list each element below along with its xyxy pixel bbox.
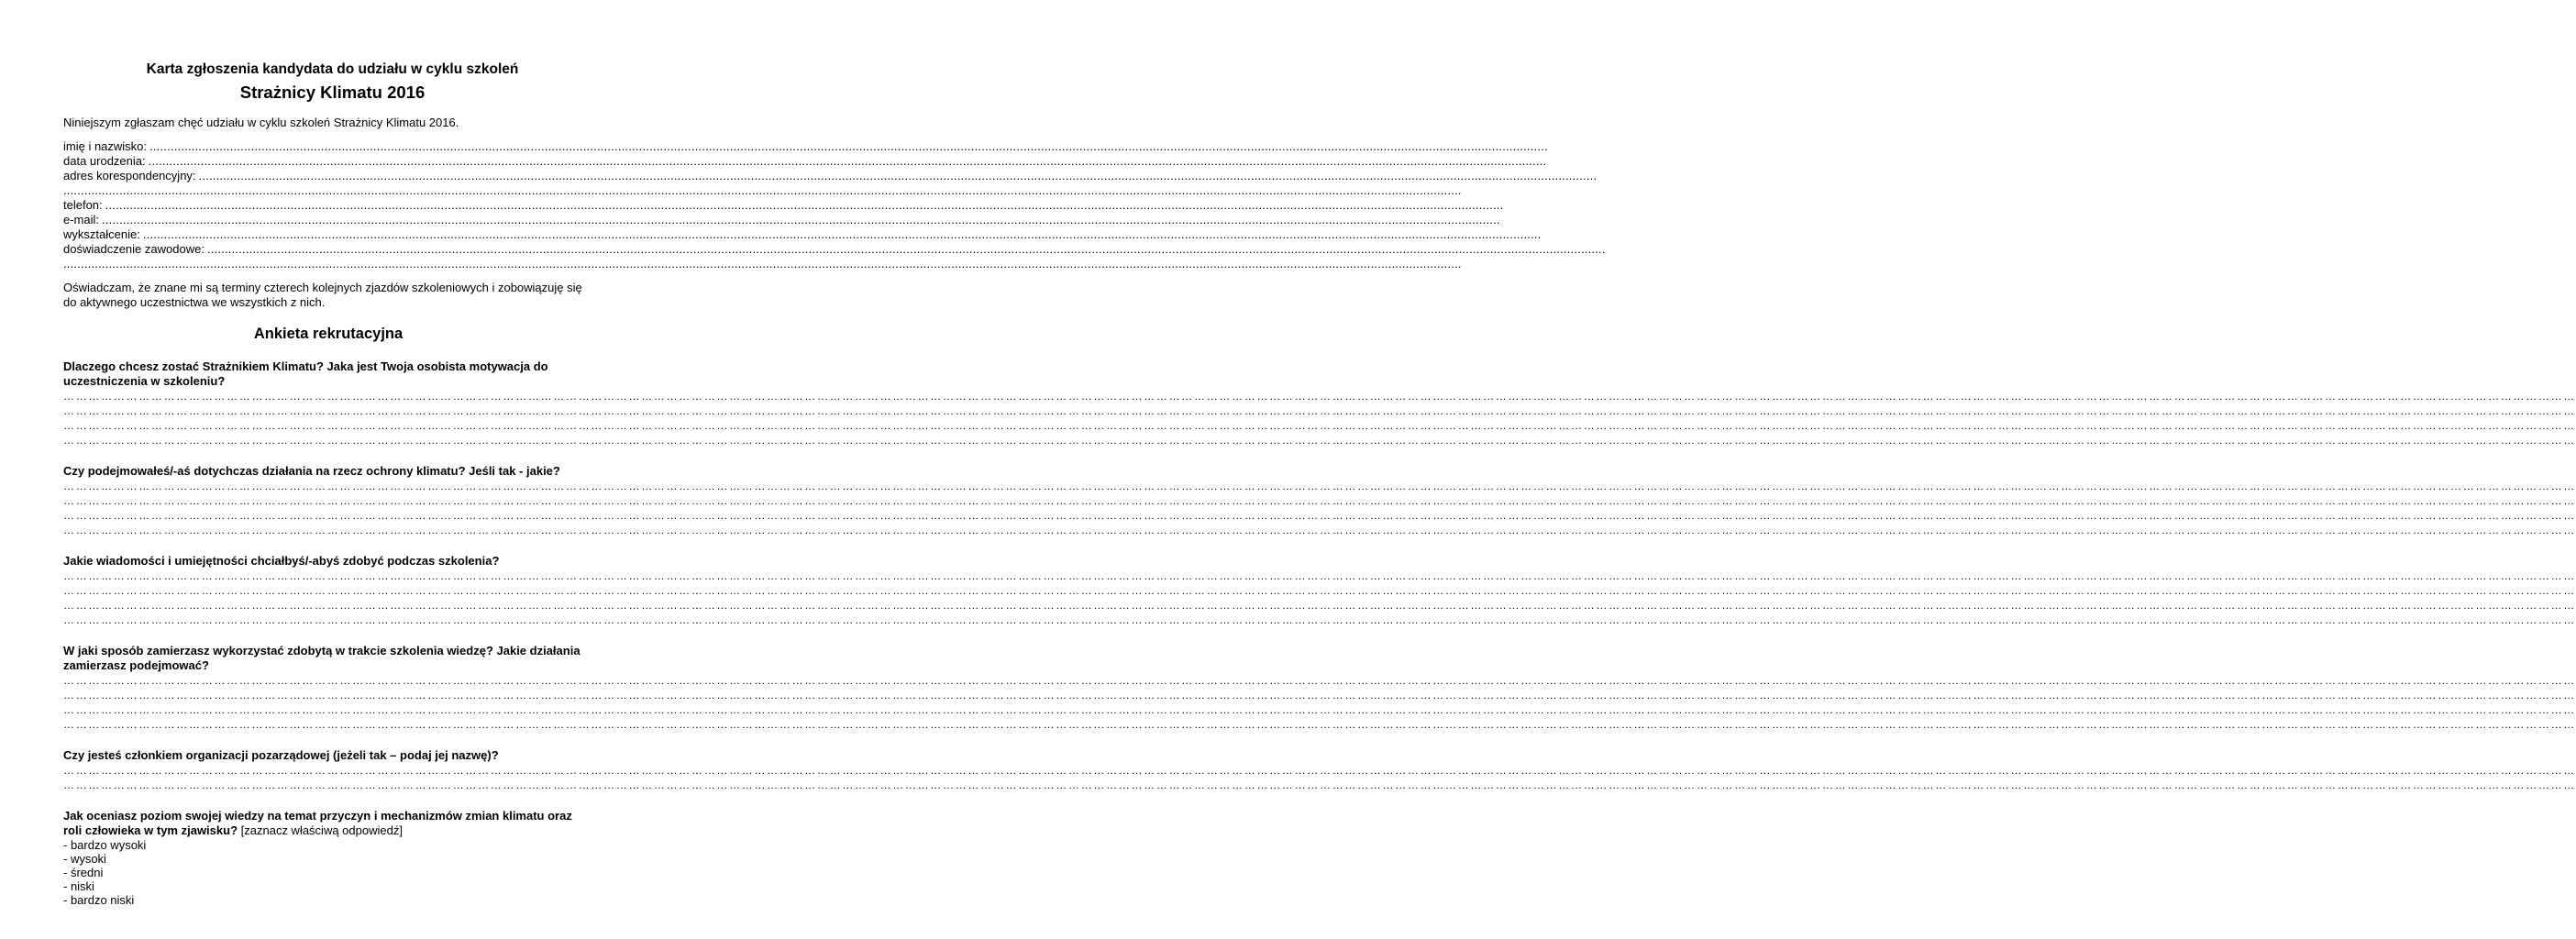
answer-line[interactable]: …………………………………………………………………………………………………………………………………………………………………………………………………………………………………………………………………………………………………………………………………………………………………………………………………………………………………………………………………………………………………………………………………………………… <box>63 404 2576 417</box>
question-main-text: Jak oceniasz poziom swojej wiedzy na temat przyczyn i mechanizmów zmian klimatu oraz roli człowieka w tym zjawisku? <box>63 809 572 837</box>
field-label: data urodzenia: <box>63 154 146 168</box>
answer-line[interactable]: …………………………………………………………………………………………………………………………………………………………………………………………………………………………………………………………………………………………………………………………………………………………………………………………………………………………………………………………………………………………………………………………………………………… <box>63 480 2576 492</box>
form-field-line[interactable] <box>63 139 1548 154</box>
question-text: Jakie wiadomości i umiejętności chciałbyś/-abyś zdobyć podczas szkolenia? <box>63 554 500 568</box>
field-blank-dots[interactable]: ................................................................................................................................................................................................................................................................................................................................................................................................................ <box>198 169 1598 182</box>
form-field-line[interactable] <box>63 183 1462 198</box>
form-field-line[interactable] <box>63 213 1500 227</box>
field-label: adres korespondencyjny: <box>63 169 196 182</box>
form-field-line[interactable] <box>63 169 1598 183</box>
question-text: W jaki sposób zamierzasz wykorzystać zdobytą w trakcie szkolenia wiedzę? Jakie działania zamierzasz podejmować? <box>63 644 580 672</box>
answer-line[interactable]: …………………………………………………………………………………………………………………………………………………………………………………………………………………………………………………………………………………………………………………………………………………………………………………………………………………………………………………………………………………………………………………………………………………… <box>63 599 2576 612</box>
field-blank-dots[interactable]: ................................................................................................................................................................................................................................................................................................................................................................................................................ <box>149 139 1548 153</box>
answer-line[interactable]: …………………………………………………………………………………………………………………………………………………………………………………………………………………………………………………………………………………………………………………………………………………………………………………………………………………………………………………………………………………………………………………………………………………… <box>63 569 2576 582</box>
field-blank-dots[interactable]: ................................................................................................................................................................................................................................................................................................................................................................................................................ <box>63 257 1462 271</box>
question-text <box>63 809 593 838</box>
field-label: doświadczenie zawodowe: <box>63 242 205 256</box>
field-blank-dots[interactable]: ................................................................................................................................................................................................................................................................................................................................................................................................................ <box>142 227 1542 241</box>
answer-line[interactable]: …………………………………………………………………………………………………………………………………………………………………………………………………………………………………………………………………………………………………………………………………………………………………………………………………………………………………………………………………………………………………………………………………………………… <box>63 524 2576 536</box>
form-content <box>63 116 2576 923</box>
answer-option[interactable]: - średni <box>63 866 104 879</box>
question-hint: [zaznacz właściwą odpowiedź] <box>240 823 403 837</box>
form-title: Karta zgłoszenia kandydata do udziału w cyklu szkoleń <box>146 61 519 77</box>
field-label: imię i nazwisko: <box>63 139 148 153</box>
question-text: Dlaczego chcesz zostać Strażnikiem Klimatu? Jaka jest Twoja osobista motywacja do uczestniczenia w szkoleniu? <box>63 359 548 388</box>
question-block <box>63 554 2576 627</box>
field-blank-dots[interactable]: ................................................................................................................................................................................................................................................................................................................................................................................................................ <box>206 242 1606 256</box>
field-label: e-mail: <box>63 213 100 226</box>
form-subtitle: Strażnicy Klimatu 2016 <box>239 83 426 102</box>
answer-line[interactable]: …………………………………………………………………………………………………………………………………………………………………………………………………………………………………………………………………………………………………………………………………………………………………………………………………………………………………………………………………………………………………………………………………………………… <box>63 509 2576 522</box>
answer-line[interactable]: …………………………………………………………………………………………………………………………………………………………………………………………………………………………………………………………………………………………………………………………………………………………………………………………………………………………………………………………………………………………………………………………………………………… <box>63 674 2576 687</box>
survey-questions <box>63 359 2576 792</box>
form-field-line[interactable] <box>63 198 1504 213</box>
form-field-line[interactable] <box>63 242 1606 257</box>
personal-data-fields <box>63 139 1606 271</box>
answer-line[interactable]: …………………………………………………………………………………………………………………………………………………………………………………………………………………………………………………………………………………………………………………………………………………………………………………………………………………………………………………………………………………………………………………………………………………… <box>63 390 2576 403</box>
answer-options <box>63 838 593 907</box>
answer-line[interactable]: …………………………………………………………………………………………………………………………………………………………………………………………………………………………………………………………………………………………………………………………………………………………………………………………………………………………………………………………………………………………………………………………………………………… <box>63 434 2576 447</box>
field-label: wykształcenie: <box>63 227 140 241</box>
question-block <box>63 464 2576 537</box>
field-blank-dots[interactable]: ................................................................................................................................................................................................................................................................................................................................................................................................................ <box>63 183 1462 197</box>
answer-line[interactable]: …………………………………………………………………………………………………………………………………………………………………………………………………………………………………………………………………………………………………………………………………………………………………………………………………………………………………………………………………………………………………………………………………………………… <box>63 718 2576 731</box>
field-blank-dots[interactable]: ................................................................................................................................................................................................................................................................................................................................................................................................................ <box>148 154 1547 168</box>
answer-line[interactable]: …………………………………………………………………………………………………………………………………………………………………………………………………………………………………………………………………………………………………………………………………………………………………………………………………………………………………………………………………………………………………………………………………………………… <box>63 419 2576 432</box>
question-block <box>63 359 2576 447</box>
form-field-line[interactable] <box>63 227 1542 242</box>
question-block <box>63 644 2576 732</box>
answer-line[interactable]: …………………………………………………………………………………………………………………………………………………………………………………………………………………………………………………………………………………………………………………………………………………………………………………………………………………………………………………………………………………………………………………………………………………… <box>63 613 2576 626</box>
form-field-line[interactable] <box>63 154 1547 169</box>
intro-text: Niniejszym zgłaszam chęć udziału w cyklu szkoleń Strażnicy Klimatu 2016. <box>63 116 459 129</box>
answer-line[interactable]: …………………………………………………………………………………………………………………………………………………………………………………………………………………………………………………………………………………………………………………………………………………………………………………………………………………………………………………………………………………………………………………………………………………… <box>63 779 2576 791</box>
question-text: Czy jesteś członkiem organizacji pozarządowej (jeżeli tak – podaj jej nazwę)? <box>63 748 499 762</box>
answer-option[interactable]: - bardzo niski <box>63 893 135 907</box>
declaration-text: Oświadczam, że znane mi są terminy czterech kolejnych zjazdów szkoleniowych i zobowiązuję się do aktywnego uczestnictwa we wszystkich z nich. <box>63 281 582 309</box>
answer-line[interactable]: …………………………………………………………………………………………………………………………………………………………………………………………………………………………………………………………………………………………………………………………………………………………………………………………………………………………………………………………………………………………………………………………………………………… <box>63 494 2576 507</box>
form-field-line[interactable] <box>63 257 1462 271</box>
question-text: Czy podejmowałeś/-aś dotychczas działania na rzecz ochrony klimatu? Jeśli tak - jakie? <box>63 464 560 478</box>
survey-title: Ankieta rekrutacyjna <box>253 326 404 342</box>
answer-option[interactable]: - bardzo wysoki <box>63 838 147 852</box>
answer-option[interactable]: - wysoki <box>63 852 106 866</box>
answer-line[interactable]: …………………………………………………………………………………………………………………………………………………………………………………………………………………………………………………………………………………………………………………………………………………………………………………………………………………………………………………………………………………………………………………………………………………… <box>63 689 2576 701</box>
answer-line[interactable]: …………………………………………………………………………………………………………………………………………………………………………………………………………………………………………………………………………………………………………………………………………………………………………………………………………………………………………………………………………………………………………………………………………………… <box>63 764 2576 777</box>
answer-option[interactable]: - niski <box>63 879 94 893</box>
field-blank-dots[interactable]: ................................................................................................................................................................................................................................................................................................................................................................................................................ <box>102 213 1500 226</box>
knowledge-question-block <box>63 809 593 907</box>
field-blank-dots[interactable]: ................................................................................................................................................................................................................................................................................................................................................................................................................ <box>105 198 1504 212</box>
question-block <box>63 748 2576 792</box>
answer-line[interactable]: …………………………………………………………………………………………………………………………………………………………………………………………………………………………………………………………………………………………………………………………………………………………………………………………………………………………………………………………………………………………………………………………………………………… <box>63 703 2576 716</box>
field-label: telefon: <box>63 198 103 212</box>
answer-line[interactable]: …………………………………………………………………………………………………………………………………………………………………………………………………………………………………………………………………………………………………………………………………………………………………………………………………………………………………………………………………………………………………………………………………………………… <box>63 584 2576 597</box>
